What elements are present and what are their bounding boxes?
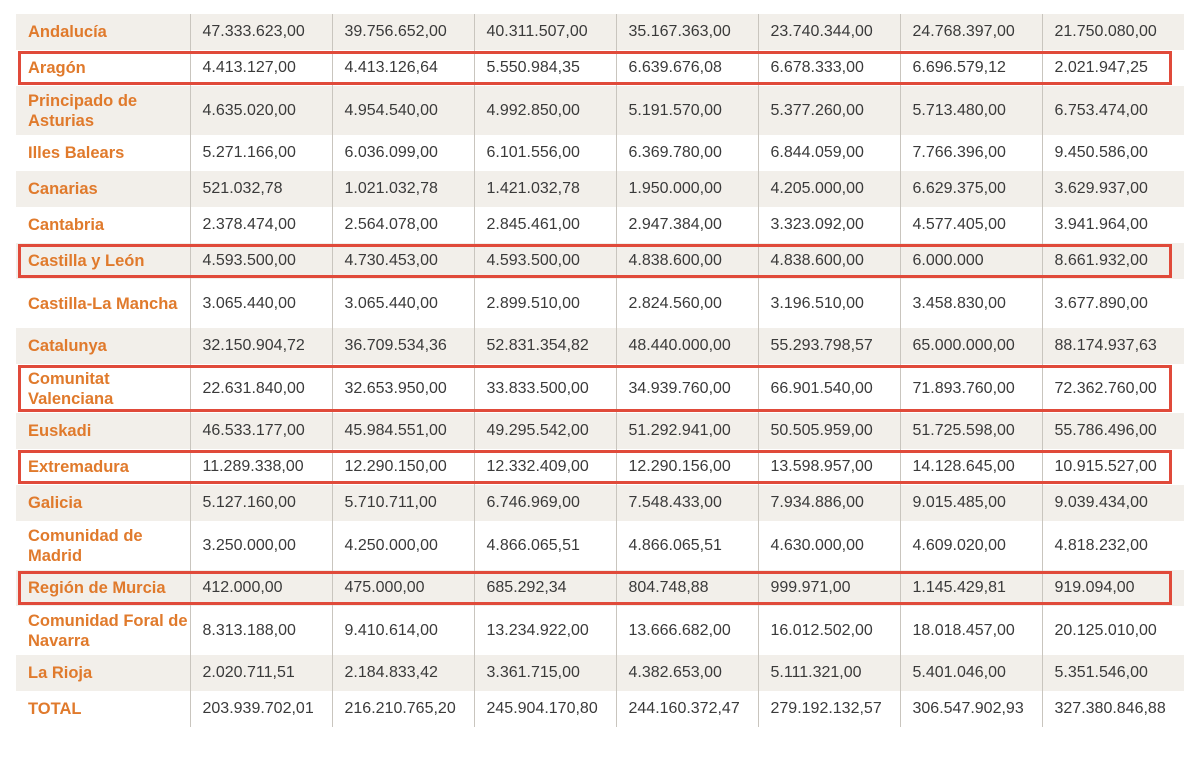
value-cell: 6.678.333,00 (758, 50, 900, 86)
value-cell: 6.036.099,00 (332, 135, 474, 171)
value-cell: 9.450.586,00 (1042, 135, 1184, 171)
value-cell: 9.039.434,00 (1042, 485, 1184, 521)
value-cell: 12.290.156,00 (616, 449, 758, 485)
value-cell: 48.440.000,00 (616, 328, 758, 364)
table-row (16, 606, 1184, 655)
value-cell: 475.000,00 (332, 570, 474, 606)
value-cell: 35.167.363,00 (616, 14, 758, 50)
value-cell: 18.018.457,00 (900, 606, 1042, 655)
value-cell: 4.593.500,00 (190, 243, 332, 279)
table-body (16, 14, 1184, 727)
value-cell: 5.111.321,00 (758, 655, 900, 691)
value-cell: 1.021.032,78 (332, 171, 474, 207)
value-cell: 4.866.065,51 (616, 521, 758, 570)
value-cell: 3.323.092,00 (758, 207, 900, 243)
value-cell: 2.378.474,00 (190, 207, 332, 243)
value-cell: 4.593.500,00 (474, 243, 616, 279)
value-cell: 9.015.485,00 (900, 485, 1042, 521)
value-cell: 2.899.510,00 (474, 279, 616, 328)
value-cell: 6.844.059,00 (758, 135, 900, 171)
budget-table (16, 14, 1184, 727)
table-row (16, 135, 1184, 171)
value-cell: 49.295.542,00 (474, 413, 616, 449)
table-row (16, 86, 1184, 135)
value-cell: 8.313.188,00 (190, 606, 332, 655)
value-cell: 2.947.384,00 (616, 207, 758, 243)
table-row (16, 655, 1184, 691)
value-cell: 3.941.964,00 (1042, 207, 1184, 243)
region-name: Aragón (16, 50, 190, 86)
table-row (16, 50, 1184, 86)
region-name: Extremadura (16, 449, 190, 485)
value-cell: 685.292,34 (474, 570, 616, 606)
value-cell: 12.290.150,00 (332, 449, 474, 485)
value-cell: 6.696.579,12 (900, 50, 1042, 86)
value-cell: 244.160.372,47 (616, 691, 758, 727)
value-cell: 3.458.830,00 (900, 279, 1042, 328)
value-cell: 4.838.600,00 (616, 243, 758, 279)
table-row (16, 691, 1184, 727)
region-name: Principado de Asturias (16, 86, 190, 135)
value-cell: 8.661.932,00 (1042, 243, 1184, 279)
value-cell: 55.293.798,57 (758, 328, 900, 364)
value-cell: 5.710.711,00 (332, 485, 474, 521)
value-cell: 13.598.957,00 (758, 449, 900, 485)
value-cell: 71.893.760,00 (900, 364, 1042, 413)
value-cell: 4.205.000,00 (758, 171, 900, 207)
value-cell: 55.786.496,00 (1042, 413, 1184, 449)
table-row (16, 171, 1184, 207)
value-cell: 5.713.480,00 (900, 86, 1042, 135)
value-cell: 72.362.760,00 (1042, 364, 1184, 413)
value-cell: 13.234.922,00 (474, 606, 616, 655)
value-cell: 919.094,00 (1042, 570, 1184, 606)
value-cell: 3.629.937,00 (1042, 171, 1184, 207)
region-name: Comunidad Foral de Navarra (16, 606, 190, 655)
value-cell: 203.939.702,01 (190, 691, 332, 727)
value-cell: 4.250.000,00 (332, 521, 474, 570)
region-name: Euskadi (16, 413, 190, 449)
value-cell: 4.635.020,00 (190, 86, 332, 135)
value-cell: 5.377.260,00 (758, 86, 900, 135)
value-cell: 216.210.765,20 (332, 691, 474, 727)
value-cell: 51.292.941,00 (616, 413, 758, 449)
value-cell: 6.101.556,00 (474, 135, 616, 171)
value-cell: 6.629.375,00 (900, 171, 1042, 207)
value-cell: 3.065.440,00 (332, 279, 474, 328)
value-cell: 9.410.614,00 (332, 606, 474, 655)
value-cell: 2.845.461,00 (474, 207, 616, 243)
value-cell: 16.012.502,00 (758, 606, 900, 655)
value-cell: 306.547.902,93 (900, 691, 1042, 727)
value-cell: 14.128.645,00 (900, 449, 1042, 485)
value-cell: 3.677.890,00 (1042, 279, 1184, 328)
value-cell: 2.824.560,00 (616, 279, 758, 328)
value-cell: 88.174.937,63 (1042, 328, 1184, 364)
value-cell: 7.934.886,00 (758, 485, 900, 521)
value-cell: 32.653.950,00 (332, 364, 474, 413)
value-cell: 22.631.840,00 (190, 364, 332, 413)
value-cell: 36.709.534,36 (332, 328, 474, 364)
value-cell: 5.401.046,00 (900, 655, 1042, 691)
value-cell: 5.271.166,00 (190, 135, 332, 171)
value-cell: 40.311.507,00 (474, 14, 616, 50)
table-row (16, 243, 1184, 279)
value-cell: 32.150.904,72 (190, 328, 332, 364)
value-cell: 4.577.405,00 (900, 207, 1042, 243)
value-cell: 6.369.780,00 (616, 135, 758, 171)
value-cell: 3.065.440,00 (190, 279, 332, 328)
value-cell: 279.192.132,57 (758, 691, 900, 727)
value-cell: 412.000,00 (190, 570, 332, 606)
region-name: Castilla-La Mancha (16, 279, 190, 328)
value-cell: 52.831.354,82 (474, 328, 616, 364)
value-cell: 4.992.850,00 (474, 86, 616, 135)
region-name: TOTAL (16, 691, 190, 727)
value-cell: 23.740.344,00 (758, 14, 900, 50)
value-cell: 11.289.338,00 (190, 449, 332, 485)
region-name: Comunidad de Madrid (16, 521, 190, 570)
value-cell: 46.533.177,00 (190, 413, 332, 449)
value-cell: 51.725.598,00 (900, 413, 1042, 449)
value-cell: 5.351.546,00 (1042, 655, 1184, 691)
value-cell: 6.639.676,08 (616, 50, 758, 86)
value-cell: 10.915.527,00 (1042, 449, 1184, 485)
value-cell: 21.750.080,00 (1042, 14, 1184, 50)
value-cell: 13.666.682,00 (616, 606, 758, 655)
table-row (16, 328, 1184, 364)
region-name: Castilla y León (16, 243, 190, 279)
value-cell: 6.000.000 (900, 243, 1042, 279)
value-cell: 7.548.433,00 (616, 485, 758, 521)
value-cell: 4.413.126,64 (332, 50, 474, 86)
value-cell: 4.838.600,00 (758, 243, 900, 279)
value-cell: 4.609.020,00 (900, 521, 1042, 570)
table-row (16, 485, 1184, 521)
value-cell: 4.954.540,00 (332, 86, 474, 135)
region-name: Andalucía (16, 14, 190, 50)
table-row (16, 14, 1184, 50)
table-row (16, 449, 1184, 485)
budget-table-container (16, 14, 1184, 727)
value-cell: 34.939.760,00 (616, 364, 758, 413)
region-name: Comunitat Valenciana (16, 364, 190, 413)
value-cell: 327.380.846,88 (1042, 691, 1184, 727)
region-name: Illes Balears (16, 135, 190, 171)
value-cell: 4.866.065,51 (474, 521, 616, 570)
value-cell: 2.020.711,51 (190, 655, 332, 691)
table-row (16, 413, 1184, 449)
value-cell: 245.904.170,80 (474, 691, 616, 727)
region-name: La Rioja (16, 655, 190, 691)
value-cell: 4.818.232,00 (1042, 521, 1184, 570)
value-cell: 6.753.474,00 (1042, 86, 1184, 135)
value-cell: 3.196.510,00 (758, 279, 900, 328)
value-cell: 5.550.984,35 (474, 50, 616, 86)
value-cell: 20.125.010,00 (1042, 606, 1184, 655)
value-cell: 47.333.623,00 (190, 14, 332, 50)
value-cell: 3.250.000,00 (190, 521, 332, 570)
value-cell: 1.421.032,78 (474, 171, 616, 207)
value-cell: 999.971,00 (758, 570, 900, 606)
value-cell: 33.833.500,00 (474, 364, 616, 413)
value-cell: 4.413.127,00 (190, 50, 332, 86)
table-row (16, 207, 1184, 243)
value-cell: 50.505.959,00 (758, 413, 900, 449)
value-cell: 2.184.833,42 (332, 655, 474, 691)
value-cell: 3.361.715,00 (474, 655, 616, 691)
region-name: Región de Murcia (16, 570, 190, 606)
value-cell: 5.127.160,00 (190, 485, 332, 521)
value-cell: 7.766.396,00 (900, 135, 1042, 171)
value-cell: 4.382.653,00 (616, 655, 758, 691)
table-row (16, 570, 1184, 606)
value-cell: 4.730.453,00 (332, 243, 474, 279)
value-cell: 6.746.969,00 (474, 485, 616, 521)
value-cell: 66.901.540,00 (758, 364, 900, 413)
region-name: Catalunya (16, 328, 190, 364)
value-cell: 2.564.078,00 (332, 207, 474, 243)
table-row (16, 279, 1184, 328)
region-name: Galicia (16, 485, 190, 521)
value-cell: 45.984.551,00 (332, 413, 474, 449)
value-cell: 65.000.000,00 (900, 328, 1042, 364)
value-cell: 1.145.429,81 (900, 570, 1042, 606)
value-cell: 804.748,88 (616, 570, 758, 606)
value-cell: 2.021.947,25 (1042, 50, 1184, 86)
value-cell: 12.332.409,00 (474, 449, 616, 485)
value-cell: 521.032,78 (190, 171, 332, 207)
table-row (16, 521, 1184, 570)
value-cell: 39.756.652,00 (332, 14, 474, 50)
value-cell: 4.630.000,00 (758, 521, 900, 570)
table-row (16, 364, 1184, 413)
value-cell: 5.191.570,00 (616, 86, 758, 135)
value-cell: 24.768.397,00 (900, 14, 1042, 50)
region-name: Canarias (16, 171, 190, 207)
value-cell: 1.950.000,00 (616, 171, 758, 207)
region-name: Cantabria (16, 207, 190, 243)
